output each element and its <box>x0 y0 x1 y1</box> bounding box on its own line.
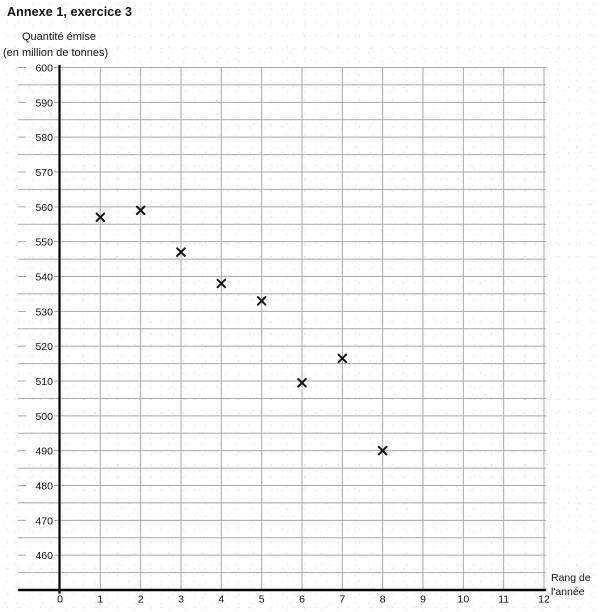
page-title: Annexe 1, exercice 3 <box>7 5 132 19</box>
x-axis-title <box>551 572 591 599</box>
y-tick-label: 530 <box>35 306 53 319</box>
x-axis-title-line1: Rang de <box>551 572 591 584</box>
y-tick-label: 480 <box>35 480 53 493</box>
y-tick-label: 500 <box>35 410 53 423</box>
y-tick-label: 490 <box>35 445 53 458</box>
x-tick-label: 12 <box>538 593 550 606</box>
y-axis-title-line1: Quantité émise <box>22 31 96 43</box>
x-tick-label: 7 <box>339 593 346 606</box>
x-tick-label: 11 <box>498 593 510 606</box>
y-tick-label: 550 <box>35 236 53 249</box>
y-tick-label: 540 <box>35 271 53 284</box>
y-tick-label: 520 <box>35 341 53 354</box>
y-tick-label: 590 <box>35 97 53 110</box>
y-tick-label: 570 <box>35 167 53 179</box>
x-tick-label: 9 <box>420 593 426 606</box>
y-tick-label: 600 <box>35 62 53 75</box>
x-tick-label: 8 <box>379 593 386 606</box>
y-tick-label: 580 <box>35 132 53 145</box>
x-axis-title-line2: l'année <box>551 585 585 598</box>
x-tick-label: 3 <box>178 593 184 606</box>
x-tick-label: 0 <box>57 593 63 606</box>
y-tick-label: 470 <box>35 515 53 528</box>
x-tick-label: 2 <box>137 593 144 606</box>
y-tick-label: 510 <box>35 376 53 388</box>
x-tick-label: 6 <box>299 593 305 606</box>
y-axis-title-line2: (en million de tonnes) <box>3 47 109 59</box>
x-tick-label: 4 <box>218 593 225 606</box>
y-tick-label: 460 <box>35 550 53 563</box>
x-tick-label: 10 <box>457 593 470 606</box>
y-tick-label: 560 <box>35 201 53 214</box>
x-tick-label: 5 <box>258 593 265 606</box>
x-tick-label: 1 <box>97 593 104 606</box>
